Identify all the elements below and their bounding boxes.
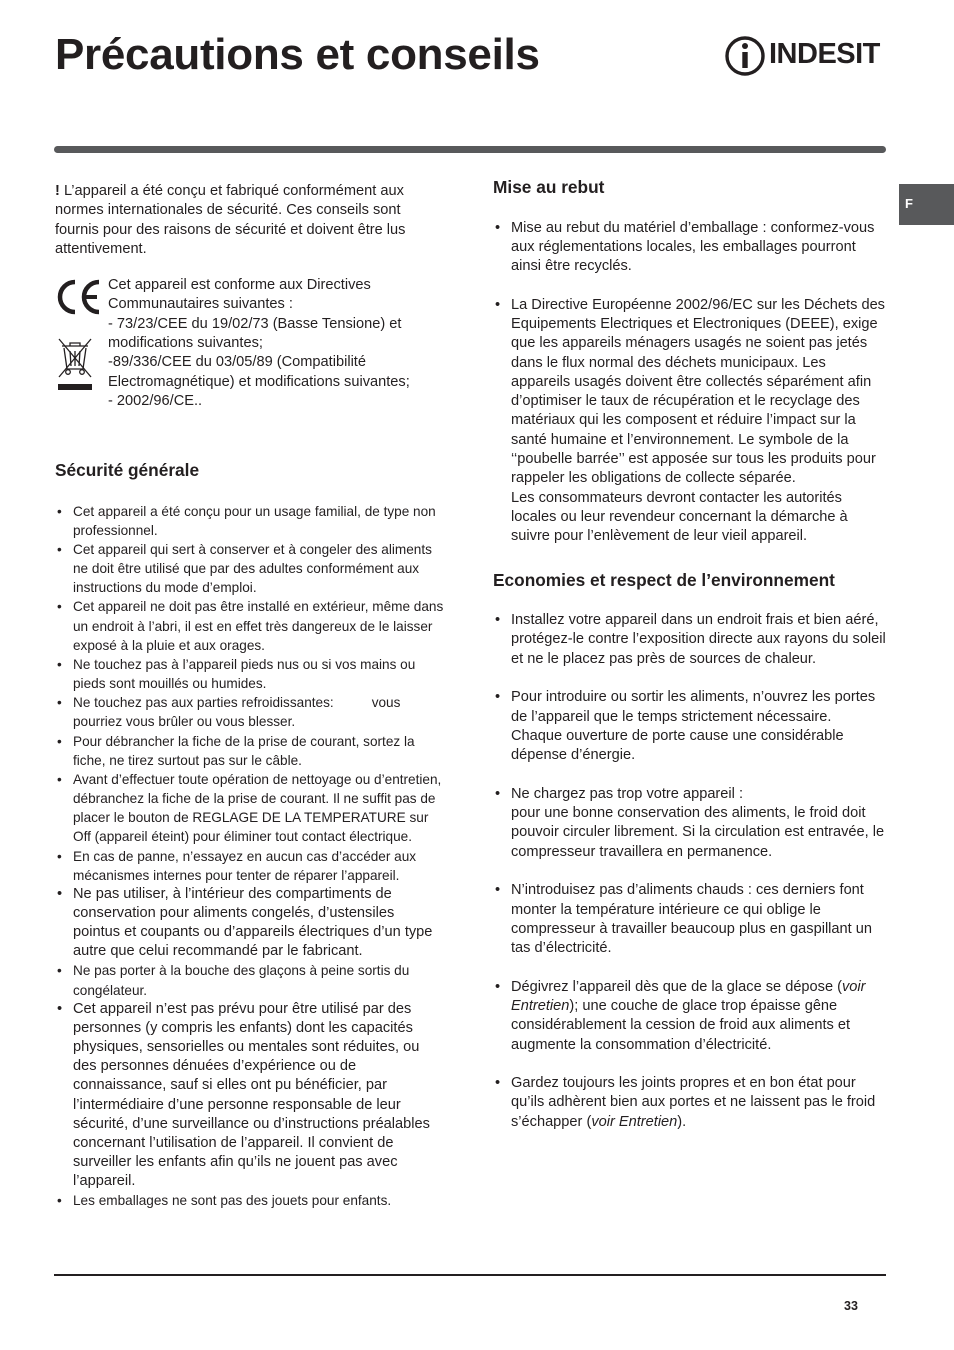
eco-item-text: Gardez toujours les joints propres et en bon état pour qu’ils adhèrent bien aux portes et ne laissent pas le froid s’échapper ( (511, 1075, 876, 1130)
header-divider (54, 146, 886, 153)
eco-item: • N’introduisez pas d’aliments chauds : ces derniers font monter la température intérieure ce qui oblige le compresseur à travailler beaucoup plus en gaspillant un tas d’électricité. (493, 881, 888, 958)
crossed-out-bin-icon (55, 335, 95, 397)
cross-reference: voir Entretien (511, 978, 866, 1014)
eco-item: • Installez votre appareil dans un endroit frais et bien aéré, protégez-le contre l’exposition directe aux rayons du soleil et ne le placez pas près de sources de chaleur. (493, 611, 888, 669)
safety-item: • Cet appareil qui sert à conserver et à congeler des aliments ne doit être utilisé que par des adultes conformément aux instructions du mode d’emploi. (55, 540, 445, 597)
eco-list (493, 611, 888, 1132)
disposal-item-text: • La Directive Européenne 2002/96/EC sur les Déchets des Equipements Electriques et Electroniques (DEEE), exige que les appareils ménagers usagés ne soient pas jetés dans le flux normal des déchets municipaux. Les appareils usagés doivent être collectés séparément afin d’optimiser le taux de récupération et le recyclage des matériaux qui les composent et réduire l’impact sur la santé humaine et l’environnement. Le symbole de la ‘‘poubelle barrée’’ est apposée sur tous les produits pour rappeler les obligations de collecte séparée. (511, 296, 885, 487)
ce-mark-icon (55, 277, 103, 317)
certification-line: Electromagnétique) et modifications suivantes; (108, 373, 410, 390)
brand-wordmark: INDESIT (769, 38, 880, 70)
left-column (55, 182, 445, 1210)
page-title: Précautions et conseils (55, 30, 540, 79)
disposal-item-text-continued: Les consommateurs devront contacter les autorités locales ou leur revendeur concernant la démarche à suivre pour l’enlèvement de leur vieil appareil. (511, 489, 848, 545)
eco-item-text: • Ne chargez pas trop votre appareil : (511, 785, 744, 802)
eco-item-text-continued: pour une bonne conservation des aliments, le froid doit pouvoir circuler librement. Si la circulation est entravée, le compresseur travaillera en permanence. (511, 805, 885, 860)
certification-line: Cet appareil est conforme aux Directives (108, 277, 371, 294)
safety-item: • Cet appareil n’est pas prévu pour être utilisé par des personnes (y compris les enfants) dont les capacités physiques, sensorielles ou mentales sont réduites, ou des personnes dénuées d’expérience ou de connaissance, sauf si elles ont pu bénéficier, par l’intermédiaire d’une personne responsable de leur sécurité, d’une surveillance ou d’instructions préalables concernant l’utilisation de l’appareil. Il convient de surveiller les enfants afin qu’ils ne jouent pas avec l’appareil. (55, 1000, 445, 1192)
disposal-heading: Mise au rebut (493, 177, 605, 197)
cross-reference: voir Entretien (591, 1113, 678, 1130)
eco-item (493, 1074, 888, 1132)
intro-text: L’appareil a été conçu et fabriqué conformément aux normes internationales de sécurité. Ces conseils sont fournis pour des raisons de sécurité et doivent être lus attentivement. (55, 183, 406, 257)
safety-item: • En cas de panne, n’essayez en aucun cas d’accéder aux mécanismes internes pour tenter de réparer l’appareil. (55, 847, 445, 885)
disposal-item (493, 296, 888, 547)
eco-item-text-continued: ); une couche de glace trop épaisse gêne considérablement la cession de froid aux aliments et augmente la consommation d’électricité. (511, 997, 851, 1053)
eco-heading: Economies et respect de l’environnement (493, 569, 835, 590)
certification-line: - 73/23/CEE du 19/02/73 (Basse Tensione) et (108, 315, 402, 332)
safety-item: • Ne pas utiliser, à l’intérieur des compartiments de conservation pour aliments congelés, d’ustensiles pointus et coupants ou d’appareils électriques d’un type autre que celui recommandé par le fabricant. (55, 885, 445, 962)
eco-item-text-continued: ). (677, 1113, 687, 1130)
safety-item: • Ne pas porter à la bouche des glaçons à peine sortis du congélateur. (55, 961, 445, 999)
language-tab (899, 184, 954, 225)
certification-line: -89/336/CEE du 03/05/89 (Compatibilité (108, 354, 366, 371)
right-column (493, 178, 888, 1151)
eco-item-text: Dégivrez l’appareil dès que de la glace se dépose ( (511, 978, 842, 995)
safety-item-text-continued: vous pourriez vous brûler ou vous blesser. (73, 695, 401, 730)
language-tab-label: F (905, 196, 913, 211)
safety-item: • Les emballages ne sont pas des jouets pour enfants. (55, 1191, 445, 1210)
eco-item-text-continued: Chaque ouverture de porte cause une considérable dépense d’énergie. (511, 727, 844, 764)
brand-i-emblem-icon (725, 34, 767, 78)
safety-item (55, 693, 445, 731)
safety-item: • Pour débrancher la fiche de la prise de courant, sortez la fiche, ne tirez surtout pas sur le câble. (55, 732, 445, 770)
certification-block (55, 277, 445, 427)
warning-mark: ! (55, 183, 60, 199)
safety-item: • Ne touchez pas à l’appareil pieds nus ou si vos mains ou pieds sont mouillés ou humides. (55, 655, 445, 693)
page-number: 33 (844, 1299, 858, 1313)
safety-item: • Cet appareil a été conçu pour un usage familial, de type non professionnel. (55, 502, 445, 540)
certification-line: modifications suivantes; (108, 335, 263, 352)
safety-item: • Avant d’effectuer toute opération de nettoyage ou d’entretien, débranchez la fiche de la prise de courant. Il ne suffit pas de placer le bouton de REGLAGE DE LA TEMPERATURE sur Off (appareil éteint) pour éliminer tout contact électrique. (55, 770, 445, 847)
disposal-item: • Mise au rebut du matériel d’emballage : conformez-vous aux réglementations locales, les emballages pourront ainsi être recyclés. (493, 219, 888, 277)
eco-item (493, 978, 888, 1055)
safety-list (55, 502, 445, 1211)
footer-divider (54, 1274, 886, 1276)
eco-item-text: • Pour introduire ou sortir les aliments, n’ouvrez les portes de l’appareil que le temps strictement nécessaire. (511, 689, 876, 725)
eco-item (493, 785, 888, 862)
safety-heading: Sécurité générale (55, 460, 200, 481)
certification-line: - 2002/96/CE.. (108, 392, 203, 409)
disposal-list (493, 219, 888, 547)
intro-paragraph (55, 182, 440, 259)
certification-text (108, 276, 448, 411)
safety-item: • Cet appareil ne doit pas être installé en extérieur, même dans un endroit à l’abri, il est en effet très dangereux de le laisser exposé à la pluie et aux orages. (55, 597, 445, 654)
indesit-logo (725, 34, 887, 78)
certification-line: Communautaires suivantes : (108, 296, 293, 313)
eco-item (493, 688, 888, 765)
safety-item-text: Ne touchez pas aux parties refroidissantes: (73, 695, 334, 711)
